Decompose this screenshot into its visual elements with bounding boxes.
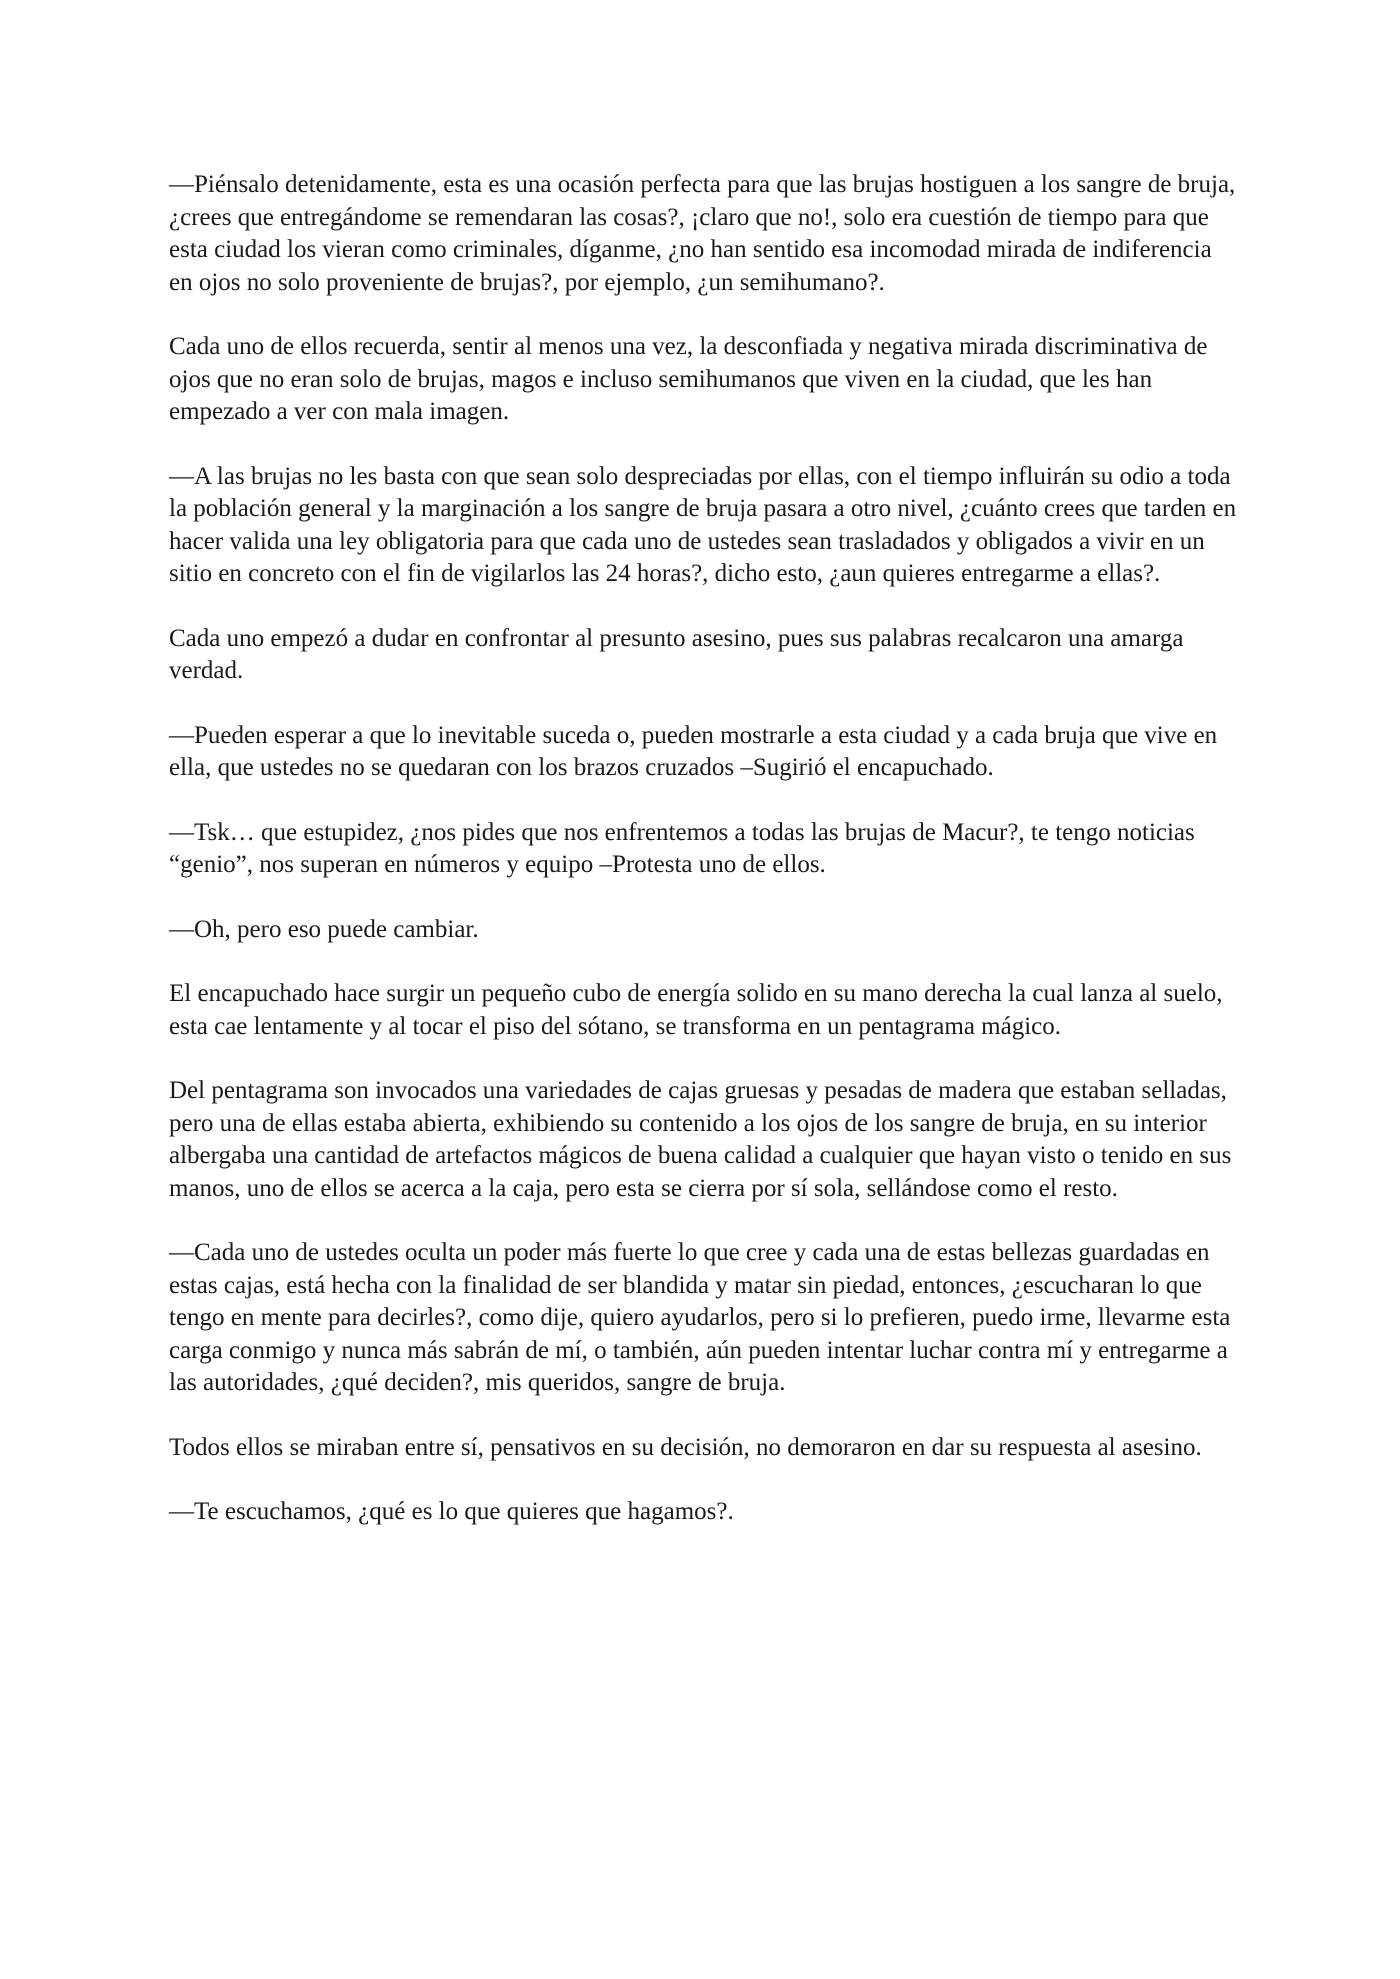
paragraph: El encapuchado hace surgir un pequeño cubo de energía solido en su mano derecha la cual lanza al suelo, esta cae lentamente y al tocar el piso del sótano, se transforma en un pentagrama mágico. xyxy=(169,980,1223,1040)
paragraph: —Piénsalo detenidamente, esta es una ocasión perfecta para que las brujas hostiguen a los sangre de bruja, ¿crees que entregándome se remendaran las cosas?, ¡claro que no!, solo era cuestión de tiempo para que esta ciudad los vieran como criminales, díganme, ¿no han sentido esa incomodad mirada de indiferencia en ojos no solo proveniente de brujas?, por ejemplo, ¿un semihumano?. xyxy=(169,171,1236,296)
paragraph: —Oh, pero eso puede cambiar. xyxy=(169,915,479,943)
paragraph: —Cada uno de ustedes oculta un poder más fuerte lo que cree y cada una de estas bellezas guardadas en estas cajas, está hecha con la finalidad de ser blandida y matar sin piedad, entonces, ¿escucharan lo que tengo en mente para decirles?, como dije, quiero ayudarlos, pero si lo prefieren, puedo irme, llevarme esta carga conmigo y nunca más sabrán de mí, o también, aún pueden intentar luchar contra mí y entregarme a las autoridades, ¿qué deciden?, mis queridos, sangre de bruja. xyxy=(169,1239,1231,1396)
paragraph: Todos ellos se miraban entre sí, pensativos en su decisión, no demoraron en dar su respuesta al asesino. xyxy=(169,1433,1202,1461)
paragraph: Del pentagrama son invocados una variedades de cajas gruesas y pesadas de madera que estaban selladas, pero una de ellas estaba abierta, exhibiendo su contenido a los ojos de los sangre de bruja, en su interior albergaba una cantidad de artefactos mágicos de buena calidad a cualquier que hayan visto o tenido en sus manos, uno de ellos se acerca a la caja, pero esta se cierra por sí sola, sellándose como el resto. xyxy=(169,1077,1232,1202)
paragraph: —Pueden esperar a que lo inevitable suceda o, pueden mostrarle a esta ciudad y a cada bruja que vive en ella, que ustedes no se quedaran con los brazos cruzados –Sugirió el encapuchado. xyxy=(169,721,1218,781)
paragraph: —Te escuchamos, ¿qué es lo que quieres que hagamos?. xyxy=(169,1498,734,1525)
paragraph: Cada uno empezó a dudar en confrontar al presunto asesino, pues sus palabras recalcaron una amarga verdad. xyxy=(169,624,1184,684)
paragraph: —Tsk… que estupidez, ¿nos pides que nos enfrentemos a todas las brujas de Macur?, te tengo noticias “genio”, nos superan en números y equipo –Protesta uno de ellos. xyxy=(169,818,1195,878)
paragraph: —A las brujas no les basta con que sean solo despreciadas por ellas, con el tiempo influirán su odio a toda la población general y la marginación a los sangre de bruja pasara a otro nivel, ¿cuánto crees que tarden en hacer valida una ley obligatoria para que cada uno de ustedes sean trasladados y obligados a vivir en un sitio en concreto con el fin de vigilarlos las 24 horas?, dicho esto, ¿aun quieres entregarme a ellas?. xyxy=(169,462,1237,587)
body-text xyxy=(169,169,1241,1561)
paragraph: Cada uno de ellos recuerda, sentir al menos una vez, la desconfiada y negativa mirada discriminativa de ojos que no eran solo de brujas, magos e incluso semihumanos que viven en la ciudad, que les han empezado a ver con mala imagen. xyxy=(169,333,1208,425)
